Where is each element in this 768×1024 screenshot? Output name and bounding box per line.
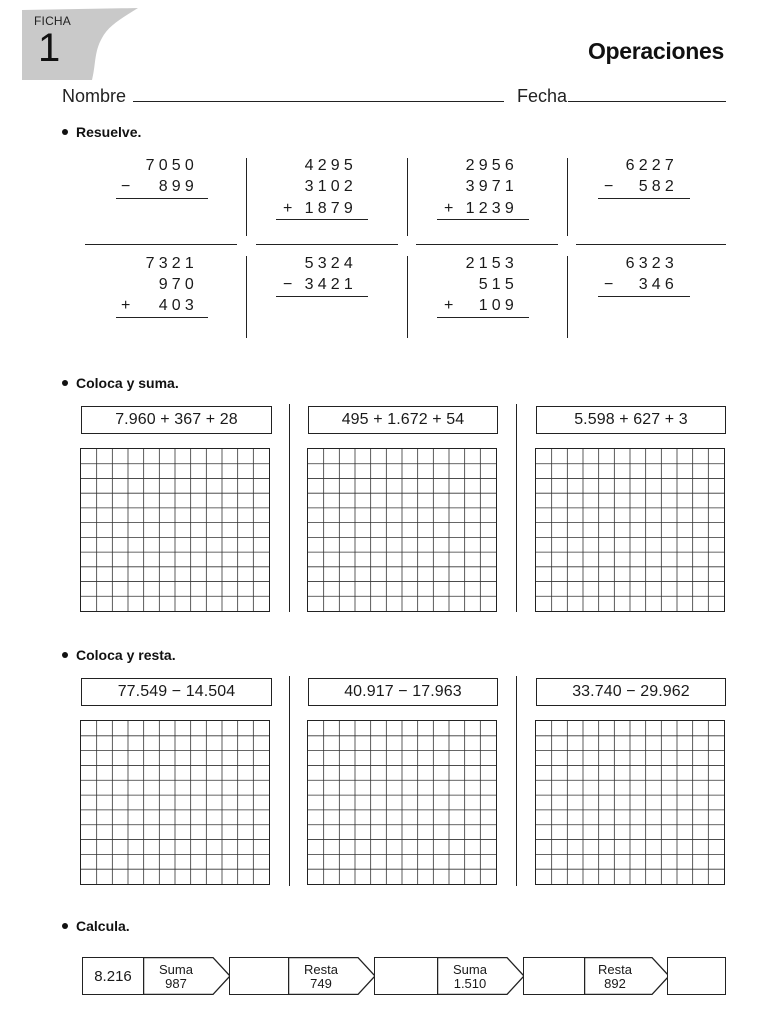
row-divider	[416, 244, 558, 245]
sum-expression-box: 5.598 + 627 + 3	[536, 406, 726, 434]
squared-grid[interactable]	[307, 448, 497, 612]
arrow-op-label: Resta	[304, 962, 338, 977]
squared-grid[interactable]	[307, 720, 497, 885]
operand: 1879	[304, 200, 357, 217]
operand: 7321	[145, 255, 198, 272]
operand: 346	[638, 276, 678, 293]
operand: 3971	[465, 178, 518, 195]
result-line	[276, 219, 368, 220]
column-divider	[289, 676, 290, 886]
column-divider	[246, 256, 247, 338]
arrow-op-value: 892	[604, 976, 626, 991]
answer-box[interactable]	[229, 957, 289, 995]
operand: 6227	[625, 157, 678, 174]
heading-calcula: Calcula.	[62, 918, 130, 934]
operand: 7050	[145, 157, 198, 174]
subtraction-expression-box: 33.740 − 29.962	[536, 678, 726, 706]
operand: 109	[478, 297, 518, 314]
sum-expression-box: 7.960 + 367 + 28	[81, 406, 272, 434]
minus-sign: −	[604, 276, 614, 293]
column-divider	[516, 404, 517, 612]
fecha-field[interactable]	[568, 101, 726, 102]
squared-grid[interactable]	[80, 448, 270, 612]
arrow-op-label: Suma	[453, 962, 487, 977]
arrow-op-label: Resta	[598, 962, 632, 977]
column-divider	[567, 158, 568, 236]
minus-sign: −	[604, 178, 614, 195]
column-divider	[246, 158, 247, 236]
operand: 3102	[304, 178, 357, 195]
minus-sign: −	[283, 276, 293, 293]
result-line	[276, 296, 368, 297]
plus-sign: +	[444, 200, 454, 217]
row-divider	[256, 244, 398, 245]
answer-box[interactable]	[523, 957, 585, 995]
sum-expression-box: 495 + 1.672 + 54	[308, 406, 498, 434]
arrow-op-value: 987	[165, 976, 187, 991]
column-divider	[407, 158, 408, 236]
column-divider	[567, 256, 568, 338]
arrow-op-label: Suma	[159, 962, 193, 977]
operand: 403	[158, 297, 198, 314]
heading-coloca-resta: Coloca y resta.	[62, 647, 176, 663]
operand: 2153	[465, 255, 518, 272]
plus-sign: +	[444, 297, 454, 314]
heading-coloca-suma: Coloca y suma.	[62, 375, 179, 391]
column-divider	[516, 676, 517, 886]
chain-start-value: 8.216	[82, 957, 144, 995]
operand: 5324	[304, 255, 357, 272]
answer-box[interactable]	[667, 957, 726, 995]
row-divider	[85, 244, 237, 245]
arrow-op-value: 1.510	[453, 976, 487, 991]
column-divider	[289, 404, 290, 612]
subtraction-expression-box: 77.549 − 14.504	[81, 678, 272, 706]
result-line	[116, 198, 208, 199]
operand: 970	[158, 276, 198, 293]
heading-resuelve: Resuelve.	[62, 124, 141, 140]
operand: 3421	[304, 276, 357, 293]
operand: 582	[638, 178, 678, 195]
squared-grid[interactable]	[535, 720, 725, 885]
operand: 515	[478, 276, 518, 293]
result-line	[598, 198, 690, 199]
operand: 6323	[625, 255, 678, 272]
answer-box[interactable]	[374, 957, 439, 995]
nombre-field[interactable]	[133, 101, 504, 102]
operand: 899	[158, 178, 198, 195]
nombre-label: Nombre	[62, 86, 127, 106]
page-title: Operaciones	[587, 38, 724, 64]
result-line	[437, 219, 529, 220]
column-divider	[407, 256, 408, 338]
operand: 1239	[465, 200, 518, 217]
result-line	[598, 296, 690, 297]
plus-sign: +	[283, 200, 293, 217]
squared-grid[interactable]	[80, 720, 270, 885]
operand: 2956	[465, 157, 518, 174]
subtraction-expression-box: 40.917 − 17.963	[308, 678, 498, 706]
ficha-number: 1	[38, 26, 61, 70]
plus-sign: +	[121, 297, 131, 314]
row-divider	[576, 244, 726, 245]
operand: 4295	[304, 157, 357, 174]
fecha-label: Fecha	[517, 86, 568, 106]
arrow-op-value: 749	[310, 976, 332, 991]
minus-sign: −	[121, 178, 131, 195]
result-line	[437, 317, 529, 318]
result-line	[116, 317, 208, 318]
squared-grid[interactable]	[535, 448, 725, 612]
ficha-label: FICHA	[34, 14, 71, 28]
